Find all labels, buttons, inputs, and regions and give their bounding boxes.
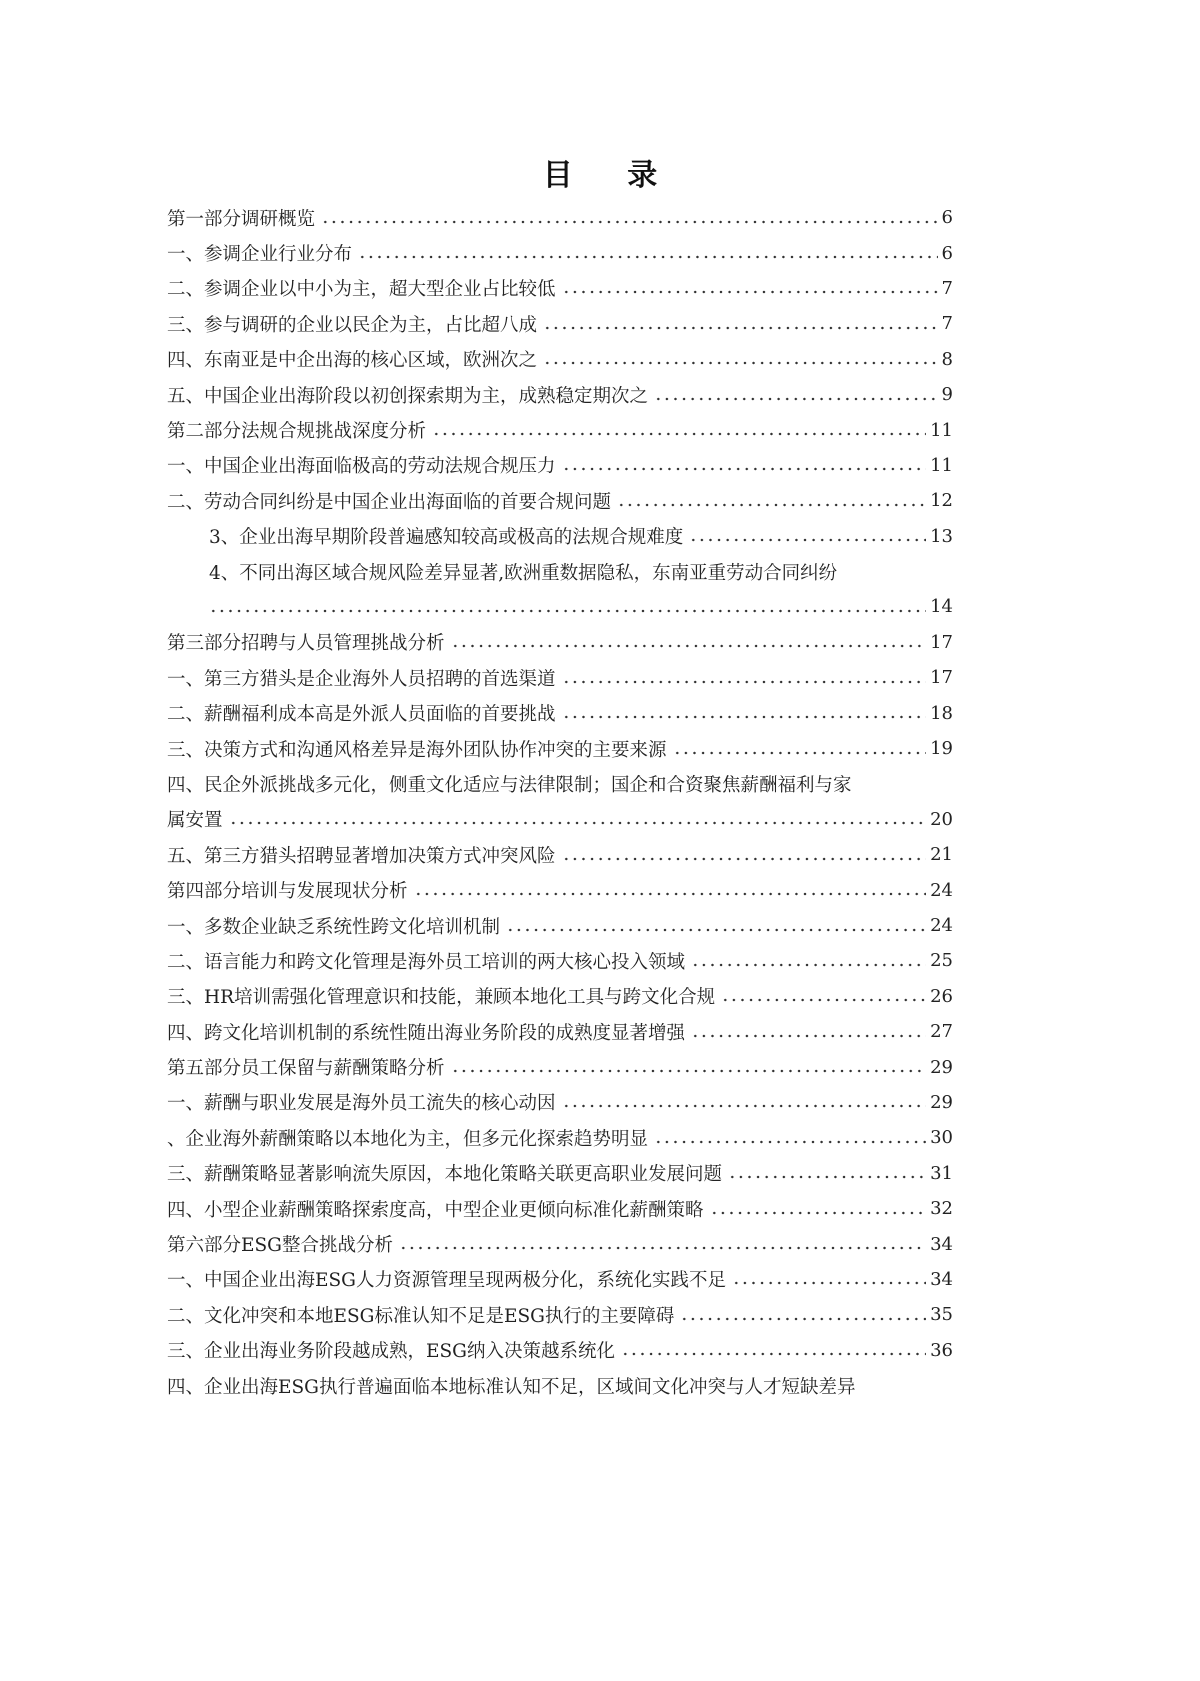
table-of-contents <box>167 200 953 1403</box>
dot-leader <box>229 821 927 825</box>
toc-entry[interactable] <box>167 235 953 270</box>
toc-entry-title: 五、第三方猎头招聘显著增加决策方式冲突风险 <box>167 845 556 867</box>
dot-leader <box>721 998 926 1002</box>
toc-entry[interactable] <box>167 979 953 1014</box>
dot-leader <box>399 1246 926 1250</box>
toc-page-number: 11 <box>930 419 953 441</box>
toc-entry-title: 二、参调企业以中小为主，超大型企业占比较低 <box>167 279 556 301</box>
toc-entry[interactable] <box>167 1120 953 1155</box>
dot-leader <box>414 892 927 896</box>
toc-page-number: 24 <box>930 879 953 901</box>
toc-entry[interactable] <box>167 483 953 518</box>
dot-leader <box>689 538 926 542</box>
toc-page-number: 9 <box>941 384 953 406</box>
dot-leader <box>617 503 926 507</box>
toc-entry-title: 第五部分员工保留与薪酬策略分析 <box>167 1058 445 1080</box>
toc-entry[interactable] <box>167 554 953 589</box>
toc-entry-title: 四、跨文化培训机制的系统性随出海业务阶段的成熟度显著增强 <box>167 1022 686 1044</box>
toc-page-number: 21 <box>930 844 953 866</box>
toc-entry[interactable] <box>167 837 953 872</box>
dot-leader <box>673 751 927 755</box>
toc-page-number: 6 <box>941 207 953 229</box>
toc-page-number: 19 <box>930 738 953 760</box>
toc-entry-title: 三、参与调研的企业以民企为主，占比超八成 <box>167 314 538 336</box>
toc-entry-title: 第二部分法规合规挑战深度分析 <box>167 421 427 443</box>
toc-entry-title: 三、薪酬策略显著影响流失原因，本地化策略关联更高职业发展问题 <box>167 1164 723 1186</box>
toc-entry[interactable] <box>167 1297 953 1332</box>
toc-page-number: 26 <box>930 985 953 1007</box>
dot-leader <box>680 1317 926 1321</box>
toc-entry[interactable] <box>167 625 953 660</box>
toc-entry-title: 第六部分ESG整合挑战分析 <box>167 1235 393 1257</box>
toc-entry-title: 一、参调企业行业分布 <box>167 244 353 266</box>
dot-leader <box>451 644 927 648</box>
toc-entry[interactable] <box>167 1049 953 1084</box>
toc-entry[interactable] <box>167 766 953 801</box>
toc-entry-title: 属安置 <box>167 810 223 832</box>
toc-page-number: 24 <box>930 915 953 936</box>
toc-entry-title: 二、语言能力和跨文化管理是海外员工培训的两大核心投入领域 <box>167 951 686 973</box>
toc-entry-title: 五、中国企业出海阶段以初创探索期为主，成熟稳定期次之 <box>167 385 649 407</box>
toc-entry[interactable] <box>167 519 953 554</box>
toc-entry[interactable] <box>167 1014 953 1049</box>
toc-page-number: 8 <box>941 348 953 370</box>
dot-leader <box>654 1140 926 1144</box>
toc-entry[interactable] <box>167 1368 953 1403</box>
toc-page-number: 12 <box>930 490 953 512</box>
dot-leader <box>621 1352 926 1356</box>
toc-page-number: 11 <box>930 454 953 476</box>
toc-page-number: 6 <box>941 242 953 264</box>
toc-entry[interactable] <box>167 943 953 978</box>
dot-leader <box>728 1175 926 1179</box>
dot-leader <box>543 361 938 365</box>
toc-page-number: 34 <box>930 1233 953 1255</box>
toc-entry[interactable] <box>167 448 953 483</box>
toc-entry[interactable] <box>167 1191 953 1226</box>
toc-title: 目 录 <box>542 158 680 193</box>
toc-entry-title: 四、小型企业薪酬策略探索度高，中型企业更倾向标准化薪酬策略 <box>167 1199 704 1221</box>
toc-entry-title: 一、多数企业缺乏系统性跨文化培训机制 <box>167 916 501 938</box>
dot-leader <box>562 467 927 471</box>
dot-leader <box>506 928 926 932</box>
toc-page-number: 20 <box>930 808 953 830</box>
toc-entry-title: 3、企业出海早期阶段普遍感知较高或极高的法规合规难度 <box>209 527 684 549</box>
toc-entry[interactable] <box>167 412 953 447</box>
toc-entry-title: 一、第三方猎头是企业海外人员招聘的首选渠道 <box>167 668 556 690</box>
toc-entry[interactable] <box>167 1085 953 1120</box>
dot-leader <box>562 680 927 684</box>
dot-leader <box>562 1104 927 1108</box>
dot-leader <box>451 1069 927 1073</box>
dot-leader <box>562 857 927 861</box>
toc-entry-title: 二、薪酬福利成本高是外派人员面临的首要挑战 <box>167 704 556 726</box>
dot-leader <box>358 255 938 259</box>
toc-page-number: 7 <box>941 277 953 299</box>
toc-entry[interactable] <box>167 342 953 377</box>
toc-page-number: 29 <box>930 1056 953 1078</box>
toc-entry-title: 4、不同出海区域合规风险差异显著,欧洲重数据隐私，东南亚重劳动合同纠纷 <box>209 562 838 584</box>
toc-page-number: 30 <box>930 1127 953 1149</box>
toc-page-number: 27 <box>930 1021 953 1043</box>
toc-page-number: 29 <box>930 1091 953 1113</box>
toc-entry-title: 三、决策方式和沟通风格差异是海外团队协作冲突的主要来源 <box>167 739 667 761</box>
dot-leader <box>562 290 938 294</box>
dot-leader <box>209 609 926 613</box>
dot-leader <box>543 326 938 330</box>
toc-entry-title: 第三部分招聘与人员管理挑战分析 <box>167 633 445 655</box>
toc-entry-title: 二、劳动合同纠纷是中国企业出海面临的首要合规问题 <box>167 491 612 513</box>
toc-entry-title: 四、民企外派挑战多元化，侧重文化适应与法律限制；国企和合资聚焦薪酬福利与家 <box>167 774 852 796</box>
toc-page-number: 36 <box>930 1339 953 1361</box>
toc-page-number: 7 <box>941 313 953 335</box>
toc-page-number: 13 <box>930 525 953 547</box>
toc-page-number: 18 <box>930 702 953 724</box>
toc-page-number: 17 <box>930 667 953 689</box>
toc-entry[interactable] <box>167 200 953 235</box>
toc-entry-title: 、企业海外薪酬策略以本地化为主，但多元化探索趋势明显 <box>167 1128 649 1150</box>
toc-page-number: 32 <box>930 1198 953 1220</box>
toc-page-number: 17 <box>930 631 953 653</box>
dot-leader <box>654 397 938 401</box>
toc-entry-title: 第四部分培训与发展现状分析 <box>167 881 408 903</box>
dot-leader <box>732 1281 926 1285</box>
toc-entry[interactable] <box>167 1262 953 1297</box>
toc-entry-title: 二、文化冲突和本地ESG标准认知不足是ESG执行的主要障碍 <box>167 1305 675 1327</box>
toc-entry[interactable] <box>167 872 953 907</box>
toc-page-number: 35 <box>930 1304 953 1326</box>
toc-entry[interactable] <box>167 731 953 766</box>
toc-entry[interactable] <box>167 802 953 837</box>
toc-entry-title: 一、中国企业出海面临极高的劳动法规合规压力 <box>167 456 556 478</box>
toc-entry[interactable] <box>167 306 953 341</box>
dot-leader <box>321 220 938 224</box>
toc-entry[interactable] <box>167 589 953 624</box>
toc-page-number: 25 <box>930 950 953 972</box>
toc-entry[interactable] <box>167 271 953 306</box>
toc-entry[interactable] <box>167 695 953 730</box>
toc-entry[interactable] <box>167 377 953 412</box>
toc-entry[interactable] <box>167 660 953 695</box>
dot-leader <box>432 432 926 436</box>
toc-entry-title: 三、HR培训需强化管理意识和技能，兼顾本地化工具与跨文化合规 <box>167 987 716 1009</box>
toc-entry-title: 三、企业出海业务阶段越成熟，ESG纳入决策越系统化 <box>167 1341 615 1363</box>
toc-entry[interactable] <box>167 908 953 943</box>
toc-entry-title: 一、薪酬与职业发展是海外员工流失的核心动因 <box>167 1093 556 1115</box>
toc-page-number: 31 <box>930 1162 953 1184</box>
toc-entry[interactable] <box>167 1226 953 1261</box>
toc-page-number: 34 <box>930 1268 953 1290</box>
toc-entry[interactable] <box>167 1156 953 1191</box>
toc-page-number: 14 <box>930 596 953 618</box>
dot-leader <box>710 1211 927 1215</box>
toc-entry[interactable] <box>167 1333 953 1368</box>
dot-leader <box>562 715 927 719</box>
toc-entry-title: 第一部分调研概览 <box>167 208 316 230</box>
toc-entry-title: 四、东南亚是中企出海的核心区域，欧洲次之 <box>167 350 538 372</box>
toc-entry-title: 四、企业出海ESG执行普遍面临本地标准认知不足，区域间文化冲突与人才短缺差异 <box>167 1376 856 1398</box>
toc-entry-title: 一、中国企业出海ESG人力资源管理呈现两极分化，系统化实践不足 <box>167 1270 726 1292</box>
dot-leader <box>691 963 926 967</box>
dot-leader <box>691 1034 926 1038</box>
